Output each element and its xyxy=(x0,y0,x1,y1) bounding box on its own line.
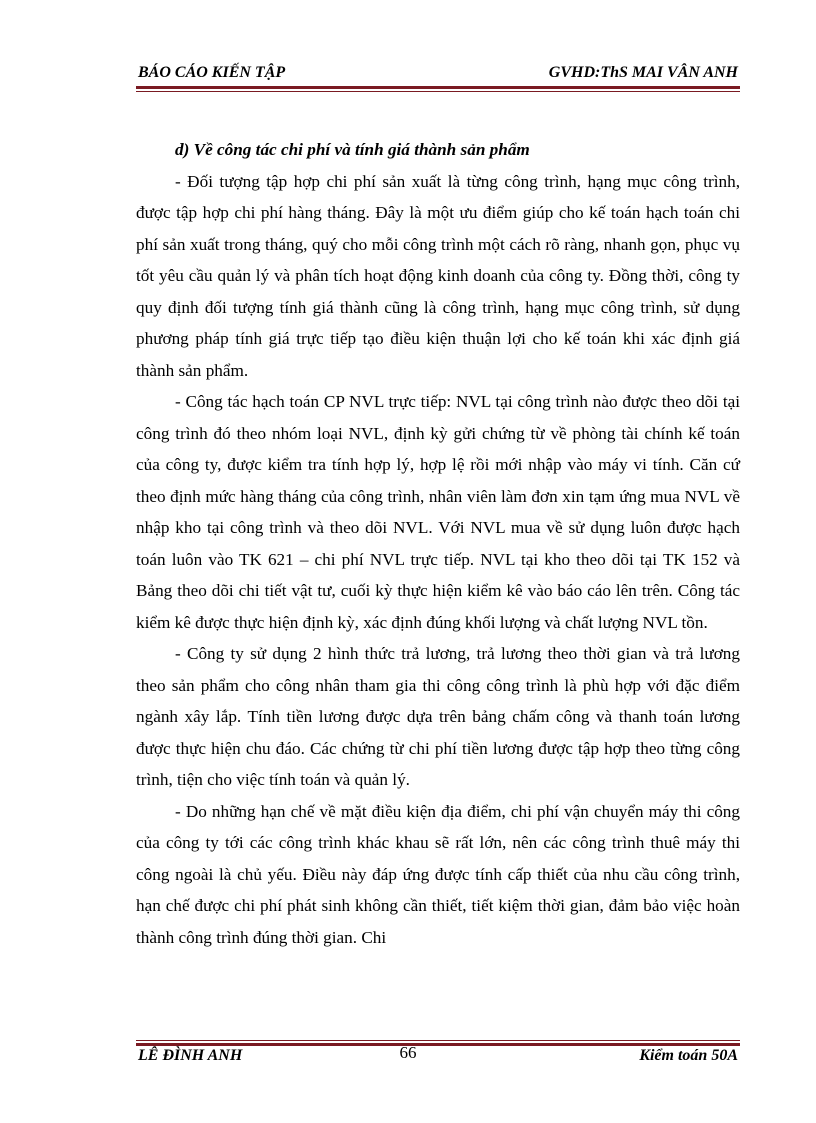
footer-rule-thin xyxy=(136,1040,740,1041)
header-supervisor: GVHD:ThS MAI VÂN ANH xyxy=(548,64,738,81)
header-rule-thin xyxy=(136,91,740,92)
paragraph-machinery: - Do những hạn chế về mặt điều kiện địa điểm, chi phí vận chuyển máy thi công của công ty tới các công trình khác khau sẽ rất lớn, nên các công trình thuê máy thi công ngoài là chủ yếu. Điều này đáp ứng được tính cấp thiết của nhu cầu công trình, hạn chế được chi phí phát sinh không cần thiết, tiết kiệm thời gian, đảm bảo việc hoàn thành công trình đúng thời gian. Chi xyxy=(136,801,740,947)
document-body xyxy=(136,134,740,953)
paragraph-wages: - Công ty sử dụng 2 hình thức trả lương, trả lương theo thời gian và trả lương theo sản phẩm cho công nhân tham gia thi công công trình là phù hợp với đặc điểm ngành xây lắp. Tính tiền lương được dựa trên bảng chấm công và thanh toán lương được thực hiện chu đáo. Các chứng từ chi phí tiền lương được tập hợp theo từng công trình, tiện cho việc tính toán và quản lý. xyxy=(136,644,740,789)
paragraph-cost-objects: - Đối tượng tập hợp chi phí sản xuất là từng công trình, hạng mục công trình, được tập hợp chi phí hàng tháng. Đây là một ưu điểm giúp cho kế toán hạch toán chi phí sản xuất trong tháng, quý cho mỗi công trình một cách rõ ràng, nhanh gọn, phục vụ tốt yêu cầu quản lý và phân tích hoạt động kinh doanh của công ty. Đồng thời, công ty quy định đối tượng tính giá thành cũng là công trình, hạng mục công trình, sử dụng phương pháp tính giá trực tiếp tạo điều kiện thuận lợi cho kế toán khi xác định giá thành sản phẩm. xyxy=(136,171,740,380)
section-heading: d) Về công tác chi phí và tính giá thành sản phẩm xyxy=(175,140,530,159)
page-number: 66 xyxy=(399,1043,417,1062)
paragraph-material-costs: - Công tác hạch toán CP NVL trực tiếp: NVL tại công trình nào được theo dõi tại công trình đó theo nhóm loại NVL, định kỳ gửi chứng từ về phòng tài chính kế toán của công ty, được kiểm tra tính hợp lý, hợp lệ rồi mới nhập vào máy vi tính. Căn cứ theo định mức hàng tháng của công trình, nhân viên làm đơn xin tạm ứng mua NVL về nhập kho tại công trình và theo dõi NVL. Với NVL mua về sử dụng luôn được hạch toán luôn vào TK 621 – chi phí NVL trực tiếp. NVL tại kho theo dõi tại TK 152 và Bảng theo dõi chi tiết vật tư, cuối kỳ thực hiện kiểm kê vào báo cáo lên trên. Công tác kiểm kê được thực hiện định kỳ, xác định đúng khối lượng và chất lượng NVL tồn. xyxy=(136,392,740,632)
header-rule-thick xyxy=(136,86,740,89)
header-report-title: BÁO CÁO KIẾN TẬP xyxy=(138,64,286,81)
footer-author: LÊ ĐÌNH ANH xyxy=(138,1047,243,1064)
footer-class: Kiểm toán 50A xyxy=(639,1047,738,1064)
